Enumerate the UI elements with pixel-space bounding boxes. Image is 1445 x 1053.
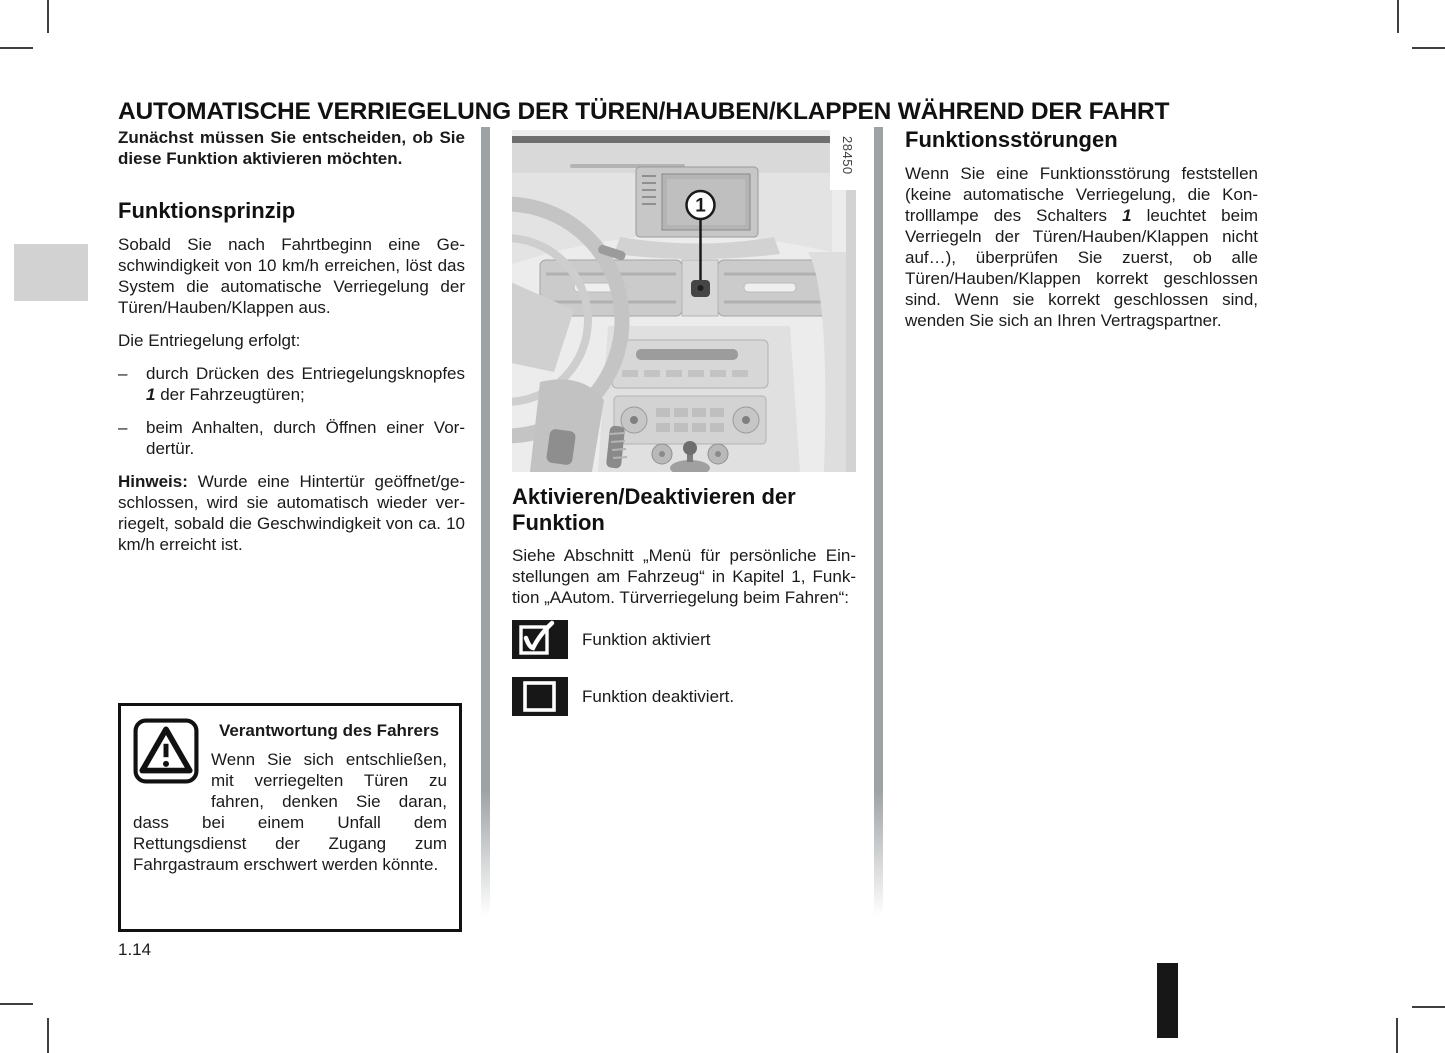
entriegelung-intro: Die Entriegelung erfolgt: [118, 331, 301, 350]
warning-heading: Verantwortung des Fahrers [218, 721, 440, 740]
bullet-dash: – [118, 418, 128, 437]
callout-reference: 1 [1122, 206, 1132, 225]
page-number: 1.14 [118, 940, 152, 959]
option-enabled-label: Funktion aktiviert [582, 629, 711, 649]
crop-mark [0, 47, 33, 49]
crop-mark [47, 1018, 49, 1053]
option-row-enabled [512, 620, 856, 659]
radio-unit [612, 340, 768, 388]
intro-text: Zunächst müssen Sie entscheiden, ob Sie diese Funktion aktivieren möchten. [118, 128, 465, 168]
warning-triangle-icon [133, 718, 199, 784]
list-item-text: beim Anhalten, durch Öffnen einer Vordertür. [146, 418, 465, 458]
section-heading-funktionsprinzip: Funktionsprinzip [118, 198, 296, 223]
funktionsprinzip-text: Sobald Sie nach Fahrtbeginn eine Geschwindigkeit von 10 km/h erreichen, löst das System die automatische Verriegelung der Türen/Hauben/Klappen aus. [118, 235, 465, 317]
checkbox-checked-icon [512, 620, 568, 659]
crop-mark [1412, 1006, 1445, 1008]
list-item-text [146, 363, 465, 405]
right-column [905, 127, 1258, 343]
crop-mark [1412, 47, 1445, 49]
figure-ref-number: 28450 [840, 136, 855, 175]
page-title: AUTOMATISCHE VERRIEGELUNG DER TÜREN/HAUBEN/KLAPPEN WÄHREND DER FAHRT [118, 98, 1170, 126]
climate-panel [614, 396, 766, 444]
crop-mark [1397, 0, 1399, 33]
section-heading-funktionsstoerungen: Funktionsstörungen [905, 127, 1118, 152]
callout-reference: 1 [146, 385, 156, 404]
column-divider [874, 127, 883, 916]
crop-mark [0, 1003, 33, 1005]
list-item-text-segment: der Fahrzeugtüren; [155, 385, 305, 404]
middle-column [512, 130, 856, 716]
section-heading-aktivieren: Aktivieren/Deaktivieren der Funktion [512, 484, 796, 535]
dashboard-figure [512, 130, 856, 472]
bullet-dash: – [118, 364, 128, 383]
hinweis-paragraph [118, 471, 465, 555]
crop-mark [47, 0, 49, 33]
warning-text: Wenn Sie sich entschließen, mit verriegelten Türen zu fahren, denken Sie daran, dass bei einem Unfall dem Rettungsdienst der Zugang zum Fahrgastraum erschwert werden könnte. [133, 750, 447, 874]
funktionsstoerungen-text [905, 163, 1258, 331]
text-segment: Wenn Sie eine Funktionsstörung feststellen (keine automatische Verriegelung, die Kontrolllampe des Schalters [905, 164, 1258, 225]
chapter-thumb-tab [1157, 963, 1178, 1038]
option-row-disabled [512, 677, 856, 716]
hinweis-text: Wurde eine Hintertür geöffnet/geschlossen, wird sie automatisch wieder verriegelt, sobald die Geschwindigkeit von ca. 10 km/h erreicht ist. [118, 472, 465, 554]
hinweis-label: Hinweis: [118, 472, 188, 491]
dashboard-illustration [512, 130, 856, 472]
list-item-text-segment: durch Drücken des Entriegelungsknopfes [146, 364, 465, 383]
crop-mark [1396, 1018, 1398, 1053]
column-divider [481, 127, 490, 916]
list-item [118, 417, 465, 459]
list-item [118, 363, 465, 405]
option-disabled-label: Funktion deaktiviert. [582, 686, 735, 706]
activate-text: Siehe Abschnitt „Menü für persönliche Einstellungen am Fahrzeug“ in Kapitel 1, Funktion „AAutom. Türverriegelung beim Fahren“: [512, 546, 856, 607]
checkbox-unchecked-icon [512, 677, 568, 716]
warning-box [118, 703, 462, 932]
left-column [118, 127, 465, 567]
callout-1-label: 1 [695, 195, 706, 217]
chapter-edge-marker [14, 244, 88, 301]
text-segment: leuchtet beim Verriegeln der Türen/Hauben/Klappen nicht auf…), überprüfen Sie zuerst, ob alle Türen/Hauben/Klappen korrekt geschlossen sind. Wenn sie korrekt geschlossen sind, wenden Sie sich an Ihren Vertragspartner. [905, 206, 1259, 330]
